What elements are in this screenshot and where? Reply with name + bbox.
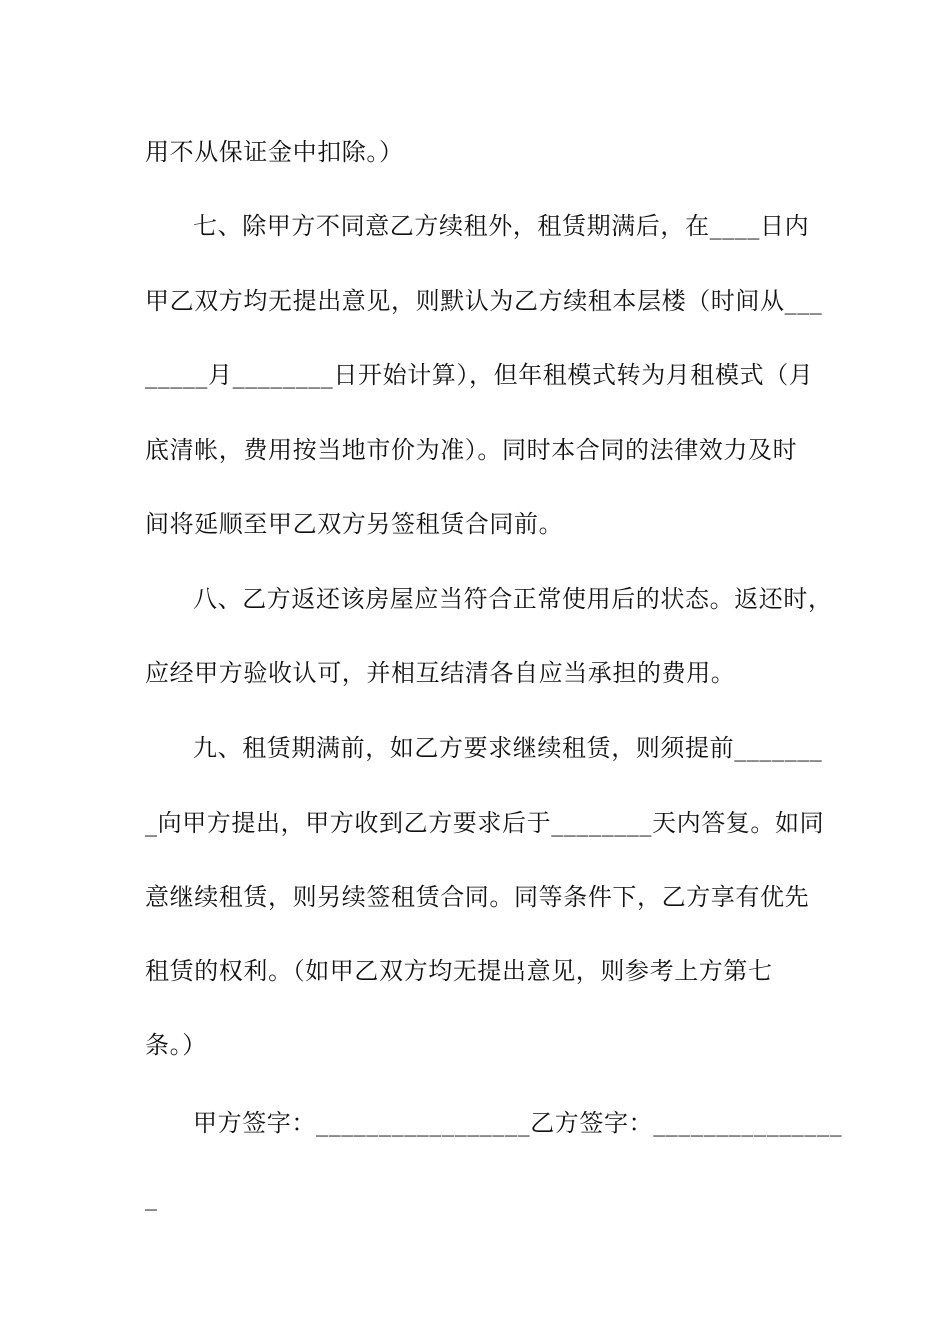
text-line: 意继续租赁，则另续签租赁合同。同等条件下，乙方享有优先: [145, 883, 810, 911]
text-line: _____月________日开始计算），但年租模式转为月租模式（月: [145, 361, 814, 389]
text-line: 间将延顺至甲乙双方另签租赁合同前。: [145, 510, 564, 538]
clause-7-line: 七、除甲方不同意乙方续租外，租赁期满后，在____日内: [193, 212, 810, 240]
clause-9-line: 九、租赁期满前，如乙方要求继续租赁，则须提前_______: [193, 734, 823, 762]
text-line: 用不从保证金中扣除。）: [145, 138, 404, 166]
text-line: 甲乙双方均无提出意见，则默认为乙方续租本层楼（时间从___: [145, 287, 823, 315]
text-line: 条。）: [145, 1031, 207, 1059]
clause-8-line: 八、乙方返还该房屋应当符合正常使用后的状态。返还时，: [193, 585, 833, 613]
signature-line-continuation: _: [145, 1183, 158, 1211]
text-line: 底清帐，费用按当地市价为准）。同时本合同的法律效力及时: [145, 436, 798, 464]
text-line: 租赁的权利。（如甲乙双方均无提出意见，则参考上方第七: [145, 957, 773, 985]
text-line: 应经甲方验收认可，并相互结清各自应当承担的费用。: [145, 659, 736, 687]
text-line: _向甲方提出，甲方收到乙方要求后于________天内答复。如同: [145, 809, 825, 837]
signature-line: 甲方签字：_________________乙方签字：_______________: [193, 1109, 843, 1137]
